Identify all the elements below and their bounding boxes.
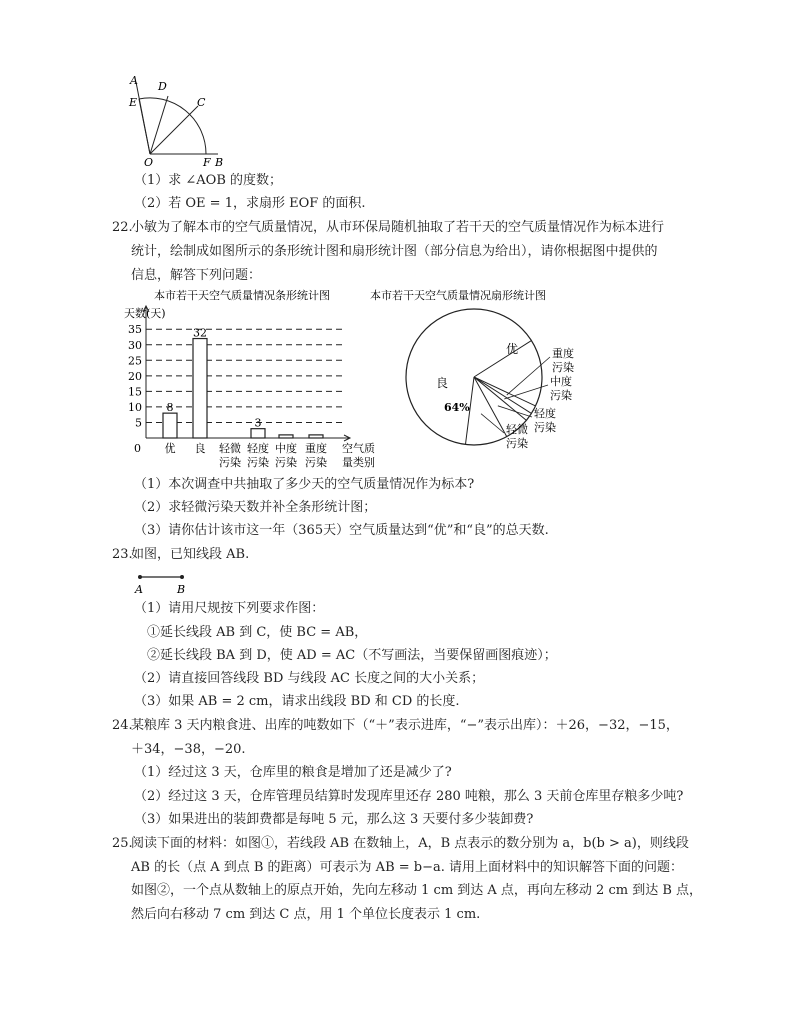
point-A xyxy=(138,575,142,579)
arc-EF xyxy=(139,98,206,154)
label-E: E xyxy=(129,96,138,109)
q24-number: 24. xyxy=(112,718,133,733)
category-label: 污染 xyxy=(219,456,241,469)
category-label: 轻度 xyxy=(247,442,269,455)
y-tick-label: 20 xyxy=(128,369,142,383)
q25-line2: AB 的长（点 A 到点 B 的距离）可表示为 AB = b−a. 请用上面材料中的知识解答下面的问题： xyxy=(131,860,684,875)
category-label: 良 xyxy=(194,442,206,455)
y-tick-label: 25 xyxy=(128,354,142,368)
category-label: 优 xyxy=(164,442,176,455)
bar-chart-ylabel: 天数(天) xyxy=(124,307,166,320)
q23-part1a: ①延长线段 AB 到 C，使 BC = AB， xyxy=(147,625,368,640)
label-A: A xyxy=(135,583,143,596)
q23-part2: （2）请直接回答线段 BD 与线段 AC 长度之间的大小关系； xyxy=(134,671,485,686)
origin-label: 0 xyxy=(134,442,141,455)
pie-slice-label: 轻微 xyxy=(506,423,528,436)
q24-intro-line1: 某粮库 3 天内粮食进、出库的吨数如下（“＋”表示进库，“−”表示出库）：＋26，−32，−15， xyxy=(131,718,679,733)
category-label: 污染 xyxy=(275,456,297,469)
bar xyxy=(193,339,207,438)
y-tick-label: 30 xyxy=(128,338,142,352)
category-label: 重度 xyxy=(305,442,327,455)
q21-part1: （1）求 ∠AOB 的度数； xyxy=(134,173,283,188)
point-B xyxy=(180,575,184,579)
category-label: 轻微 xyxy=(219,442,241,455)
q23-part1b: ②延长线段 BA 到 D，使 AD = AC（不写画法，当要保留画图痕迹）； xyxy=(147,648,557,663)
q25-line1: 阅读下面的材料：如图①，若线段 AB 在数轴上，A，B 点表示的数分别为 a，b(b > a)，则线段 xyxy=(131,836,689,851)
x-axis-label: 量类别 xyxy=(342,456,375,469)
y-tick-label: 35 xyxy=(128,323,142,337)
pie-chart xyxy=(368,287,598,467)
bar xyxy=(309,435,323,438)
q23-part3: （3）如果 AB = 2 cm，请求出线段 BD 和 CD 的长度. xyxy=(134,694,460,709)
pie-slice-label: 污染 xyxy=(534,421,556,434)
pie-chart-title: 本市若干天空气质量情况扇形统计图 xyxy=(370,289,546,302)
q22-number: 22. xyxy=(112,220,133,235)
bar-value-label: 8 xyxy=(166,401,174,415)
q21-part2: （2）若 OE = 1，求扇形 EOF 的面积. xyxy=(134,196,366,211)
pie-slice-label: 中度 xyxy=(550,375,572,388)
pie-slice-label: 轻度 xyxy=(534,407,556,420)
label-D: D xyxy=(158,80,167,93)
pie-slice-label: 污染 xyxy=(552,361,574,374)
label-B: B xyxy=(177,583,186,596)
bar xyxy=(251,429,265,438)
label-A: A xyxy=(130,74,138,87)
q21-sector-figure xyxy=(126,72,230,168)
x-axis-label: 空气质 xyxy=(342,442,375,455)
bar xyxy=(163,413,177,438)
q23-intro: 如图，已知线段 AB. xyxy=(131,547,250,562)
bar-chart-title: 本市若干天空气质量情况条形统计图 xyxy=(154,289,330,302)
q23-part1: （1）请用尺规按下列要求作图： xyxy=(134,601,325,616)
bar xyxy=(279,435,293,438)
category-label: 中度 xyxy=(275,442,297,455)
q22-intro-line1: 小敏为了解本市的空气质量情况，从市环保局随机抽取了若干天的空气质量情况作为标本进行 xyxy=(131,220,665,235)
label-O: O xyxy=(144,156,154,168)
pie-label-percent: 64% xyxy=(444,401,470,414)
q23-number: 23. xyxy=(112,547,133,562)
bar-chart xyxy=(120,287,390,473)
segment-OE xyxy=(139,99,150,154)
q24-intro-line2: ＋34，−38，−20. xyxy=(131,742,246,757)
pie-label-you: 优 xyxy=(506,342,519,356)
label-B: B xyxy=(215,156,224,168)
q22-intro-line2: 统计，绘制成如图所示的条形统计图和扇形统计图（部分信息为给出），请你根据图中提供的 xyxy=(131,244,658,259)
bar-value-label: 32 xyxy=(193,326,207,340)
q25-line3: 如图②，一个点从数轴上的原点开始，先向左移动 1 cm 到达 A 点，再向左移动 2 cm 到达 B 点， xyxy=(131,883,703,898)
q25-number: 25. xyxy=(112,836,133,851)
q23-segment-figure xyxy=(132,570,192,598)
category-label: 污染 xyxy=(305,456,327,469)
pie-label-liang: 良 xyxy=(436,376,449,390)
pie-slice-label: 污染 xyxy=(550,389,572,402)
q24-part2: （2）经过这 3 天，仓库管理员结算时发现库里还存 280 吨粮，那么 3 天前仓库里存粮多少吨? xyxy=(134,789,684,804)
q22-part3: （3）请你估计该市这一年（365天）空气质量达到“优”和“良”的总天数. xyxy=(134,523,549,538)
q22-part1: （1）本次调查中共抽取了多少天的空气质量情况作为标本? xyxy=(134,477,475,492)
label-F: F xyxy=(203,156,211,168)
pie-slice-label: 重度 xyxy=(552,347,574,360)
label-C: C xyxy=(197,96,206,109)
y-tick-label: 5 xyxy=(135,416,142,430)
pie-slice-label: 污染 xyxy=(506,437,528,450)
bar-value-label: 3 xyxy=(254,416,262,430)
q22-part2: （2）求轻微污染天数并补全条形统计图； xyxy=(134,500,377,515)
y-tick-label: 10 xyxy=(128,400,142,414)
category-label: 污染 xyxy=(247,456,269,469)
q22-intro-line3: 信息，解答下列问题： xyxy=(131,268,262,283)
y-tick-label: 15 xyxy=(128,385,142,399)
q25-line4: 然后向右移动 7 cm 到达 C 点，用 1 个单位长度表示 1 cm. xyxy=(131,907,481,922)
q24-part3: （3）如果进出的装卸费都是每吨 5 元，那么这 3 天要付多少装卸费? xyxy=(134,812,534,827)
q24-part1: （1）经过这 3 天，仓库里的粮食是增加了还是减少了? xyxy=(134,765,452,780)
